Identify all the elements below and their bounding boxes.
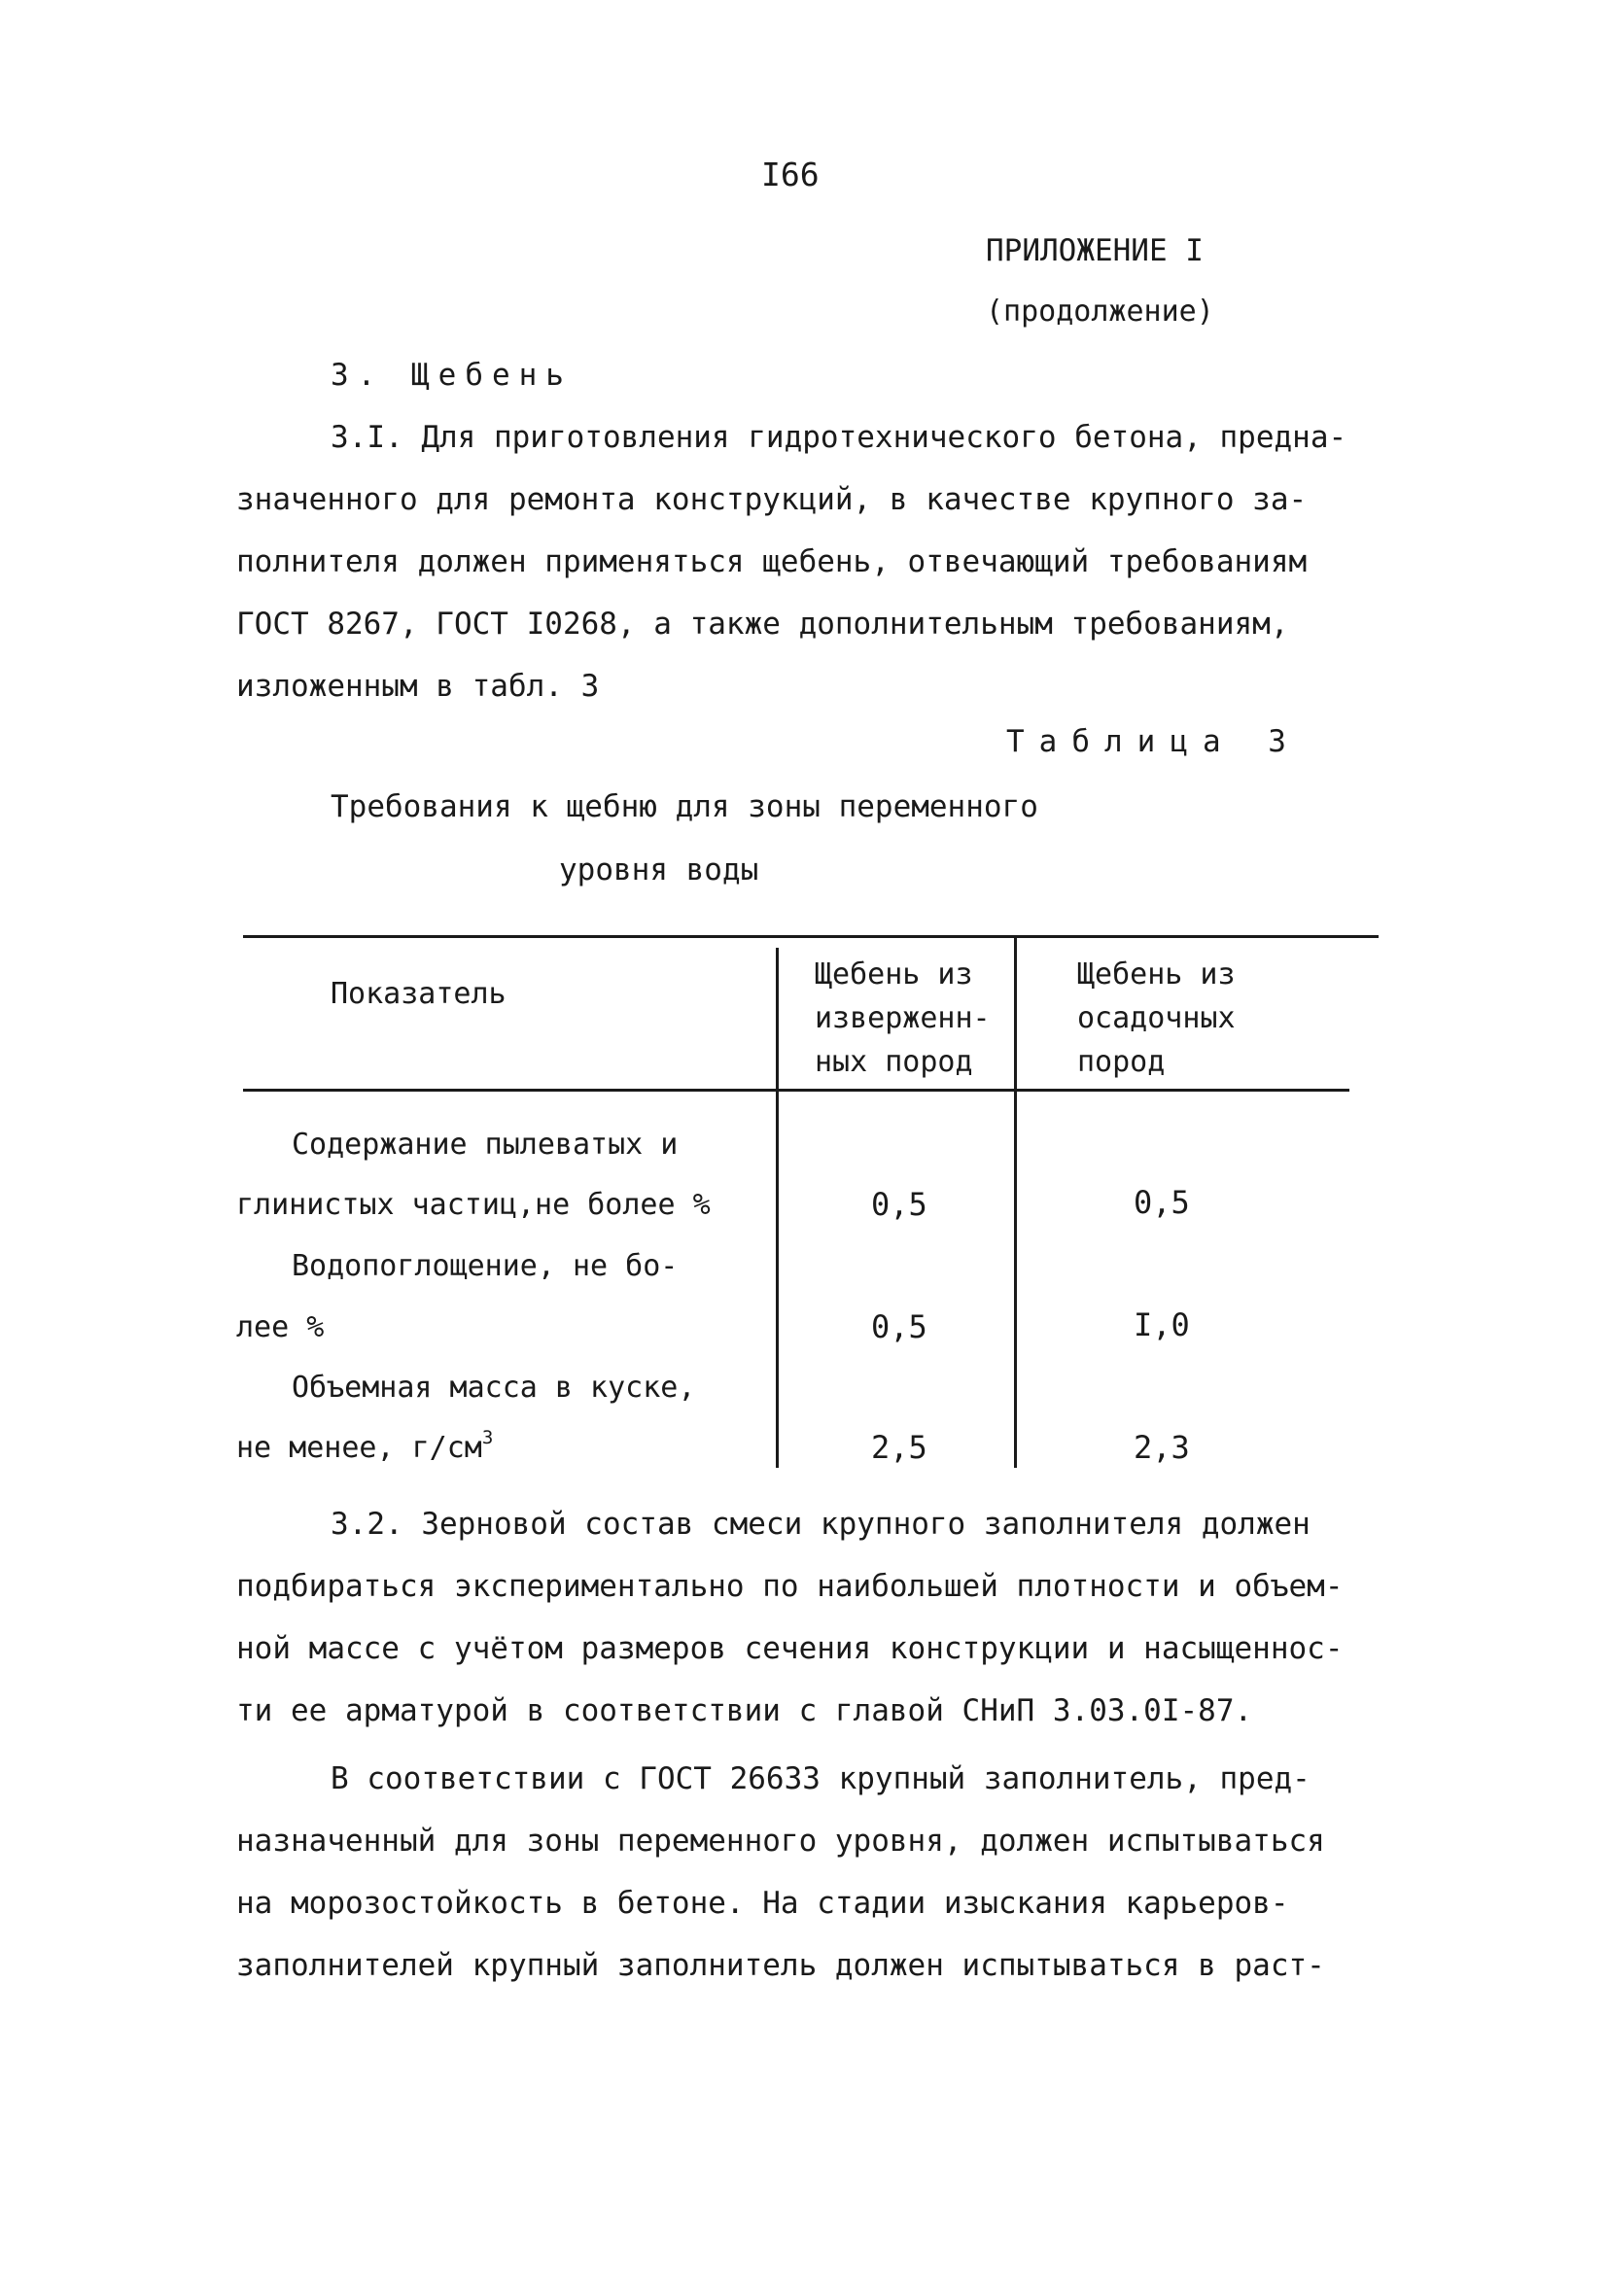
cell-igneous-value: 2,5 — [871, 1429, 927, 1466]
paragraph-gost-line: на морозостойкость в бетоне. На стадии изыскания карьеров- — [236, 1886, 1289, 1921]
appendix-title: ПРИЛОЖЕНИЕ I — [986, 233, 1204, 268]
table-caption-line: уровня воды — [559, 852, 759, 887]
paragraph-gost-line: назначенный для зоны переменного уровня, должен испытываться — [236, 1824, 1325, 1859]
header-igneous-line: Щебень из — [815, 957, 973, 991]
header-igneous-line: ных пород — [815, 1045, 973, 1079]
header-igneous-line: изверженн- — [815, 1001, 991, 1035]
cell-sedimentary-value: 2,3 — [1134, 1429, 1190, 1466]
superscript-three: 3 — [481, 1427, 494, 1448]
section-heading: 3. Щебень — [331, 358, 573, 393]
table-top-rule — [243, 935, 1379, 938]
paragraph-3-1-line: полнителя должен применяться щебень, отвечающий требованиям — [236, 544, 1308, 579]
paragraph-3-1-line: ГОСТ 8267, ГОСТ I0268, а также дополнительным требованиям, — [236, 607, 1289, 642]
appendix-subtitle: (продолжение) — [986, 295, 1214, 329]
paragraph-3-1-line: изложенным в табл. 3 — [236, 669, 600, 704]
header-sedimentary-line: Щебень из — [1077, 957, 1236, 991]
row-indicator-line: глинистых частиц,не более % — [236, 1188, 711, 1222]
header-sedimentary-line: осадочных — [1077, 1001, 1236, 1035]
header-indicator: Показатель — [331, 977, 507, 1011]
table-column-divider — [1014, 938, 1017, 1468]
cell-igneous-value: 0,5 — [871, 1308, 927, 1345]
table-column-divider — [776, 948, 779, 1468]
row-indicator-line: лее % — [236, 1310, 325, 1344]
row-indicator-line — [236, 1427, 494, 1465]
paragraph-3-1-line: значенного для ремонта конструкций, в качестве крупного за- — [236, 482, 1308, 517]
paragraph-gost-line: заполнителей крупный заполнитель должен испытываться в раст- — [236, 1948, 1325, 1983]
row-indicator-line: Содержание пылеватых и — [292, 1128, 679, 1162]
header-sedimentary-line: пород — [1077, 1045, 1166, 1079]
row-indicator-line: Водопоглощение, не бо- — [292, 1249, 679, 1283]
paragraph-3-2-line: ти ее арматурой в соответствии с главой СНиП 3.03.0I-87. — [236, 1693, 1253, 1728]
paragraph-3-1-line: 3.I. Для приготовления гидротехнического бетона, предна- — [331, 420, 1347, 455]
row-indicator-text: не менее, г/см — [236, 1431, 482, 1465]
cell-sedimentary-value: 0,5 — [1134, 1184, 1190, 1221]
cell-sedimentary-value: I,0 — [1134, 1306, 1190, 1343]
table-caption-line: Требования к щебню для зоны переменного — [331, 789, 1038, 824]
cell-igneous-value: 0,5 — [871, 1186, 927, 1223]
paragraph-3-2-line: 3.2. Зерновой состав смеси крупного заполнителя должен — [331, 1507, 1311, 1542]
paragraph-gost-line: В соответствии с ГОСТ 26633 крупный заполнитель, пред- — [331, 1761, 1311, 1796]
page-number: I66 — [761, 156, 820, 193]
paragraph-3-2-line: подбираться экспериментально по наибольшей плотности и объем- — [236, 1569, 1344, 1604]
table-header-rule — [243, 1089, 1349, 1092]
table-label: Таблица 3 — [1006, 724, 1301, 759]
paragraph-3-2-line: ной массе с учётом размеров сечения конструкции и насыщеннос- — [236, 1631, 1344, 1666]
row-indicator-line: Объемная масса в куске, — [292, 1371, 696, 1405]
